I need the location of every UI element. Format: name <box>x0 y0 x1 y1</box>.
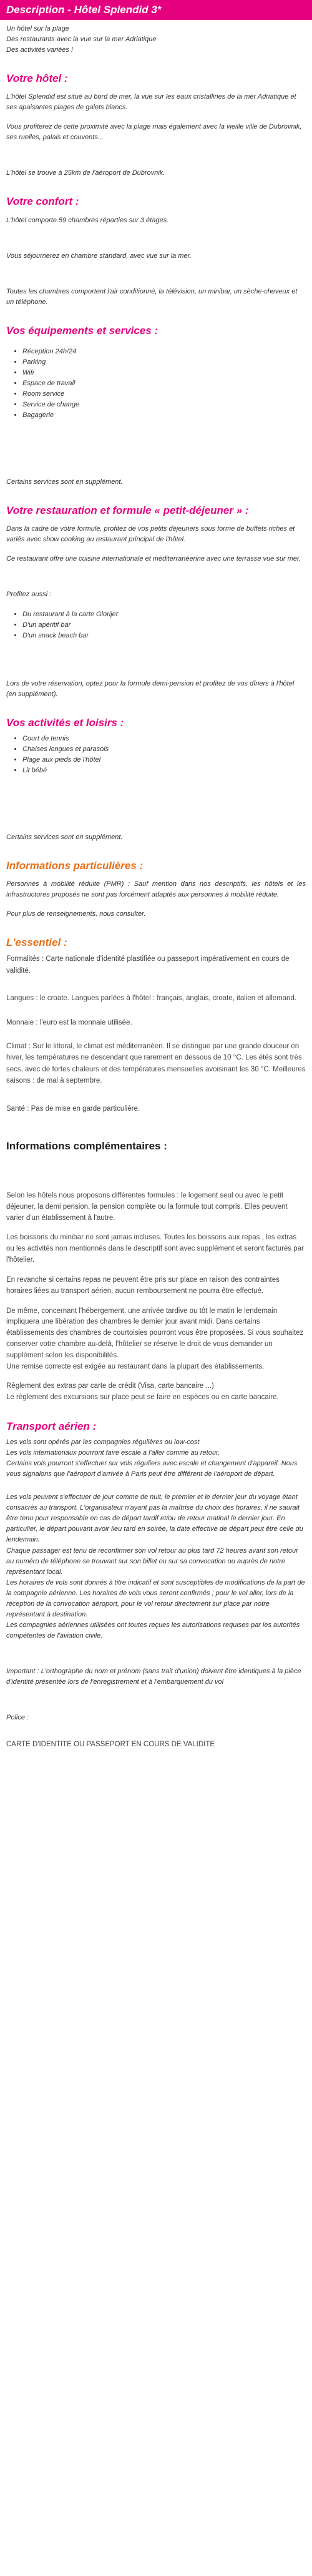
section-title-activities: Vos activités et loisirs : <box>6 716 124 729</box>
essential-paragraph: Climat : Sur le littoral, le climat est méditerranéen. Il se distingue par une grande douceur en hiver, les températures ne descendant que rarement en dessous de 10 °C. Les étés sont très secs, avec de fortes chaleurs et des températures mensuelles avoisinant les 30 °C. Meilleures saisons : de mai à septembre. <box>6 1042 306 1085</box>
list-item: • Plage aux pieds de l'hôtel <box>22 755 306 765</box>
restaurant-paragraph: Ce restaurant offre une cuisine internationale et méditerranéenne avec une terrasse vue sur mer. <box>6 555 301 563</box>
complementary-paragraph: En revanche si certains repas ne peuvent être pris sur place en raison des contraintes horaires liées au transport aérien, aucun remboursement ne pourra être effectué. <box>6 1276 280 1295</box>
transport-paragraph: Les horaires de vols sont donnés à titre indicatif et sont susceptibles de modifications de la part de la compagnie aérienne. Les horaires de vols vous seront confirmés ; pour le vol aller, lors de la réception de la convocation aéroport, pour le vol retour directement sur place par notre représentant à destination. <box>6 1578 305 1618</box>
section-title-equipment: Vos équipements et services : <box>6 324 158 337</box>
section-title-restaurant: Votre restauration et formule « petit-déjeuner » : <box>6 504 249 517</box>
essential-paragraph: Monnaie : l'euro est la monnaie utilisée. <box>6 1018 132 1026</box>
section-title-transport: Transport aérien : <box>6 1420 97 1432</box>
list-item: • Lit bébé <box>22 765 306 776</box>
particular-paragraph: Pour plus de renseignements, nous consulter. <box>6 910 146 918</box>
list-item: • Room service <box>22 389 306 400</box>
transport-paragraph: Certains vols pourront s'effectuer sur vols réguliers avec escale et changement d'appareil. Nous vous signalons que l'aéroport d'arrivée à Paris peut être différent de l'aéroport de départ. <box>6 1460 298 1478</box>
equipment-note: Certains services sont en supplément. <box>6 478 123 486</box>
list-item: • Service de change <box>22 400 306 410</box>
particular-paragraph: Personnes à mobilité réduite (PMR) : Sauf mention dans nos descriptifs, les hôtels et les infrastructures proposés ne sont pas forcément adaptés aux personnes à mobilité réduite. <box>6 880 306 899</box>
transport-paragraph: CARTE D'IDENTITE OU PASSEPORT EN COURS DE VALIDITE <box>6 1741 215 1749</box>
complementary-paragraph: Selon les hôtels nous proposons différentes formules : le logement seul ou avec le petit déjeuner, la demi pension, la pension complète ou la formule tout compris. Elles peuvent varier d'un établissement à l'autre. <box>6 1192 288 1222</box>
activities-note: Certains services sont en supplément. <box>6 833 123 842</box>
comfort-paragraph: Vous séjournerez en chambre standard, avec vue sur la mer. <box>6 252 192 260</box>
list-item: • Espace de travail <box>22 378 306 389</box>
list-item: • Du restaurant à la carte Glorijet <box>22 609 306 620</box>
section-title-essential: L'essentiel : <box>6 937 67 949</box>
transport-paragraph: Les vols peuvent s'effectuer de jour comme de nuit, le premier et le dernier jour du voyage étant consacrés au transport. L'organisateur n'ayant pas la maîtrise du choix des horaires, il ne saurait être tenu pour responsable en cas de départ tardif et/ou de retour matinal le dernier jour. En particulier, le départ pouvant avoir lieu tard en soirée, la date effective de départ peut être celle du lendemain. <box>6 1493 303 1544</box>
intro-line: Un hôtel sur la plage <box>6 25 69 32</box>
essential-paragraph: Formalités : Carte nationale d'identité plastifiée ou passeport impérativement en cours de validité. <box>6 955 290 975</box>
complementary-paragraph: Une remise correcte est exigée au restaurant dans la plupart des établissements. <box>6 1362 265 1370</box>
hotel-paragraph: Vous profiterez de cette proximité avec la plage mais également avec la vieille ville de Dubrovnik, ses ruelles, palais et couvents... <box>6 123 302 142</box>
transport-paragraph: Police : <box>6 1714 29 1722</box>
hotel-paragraph: L'hôtel se trouve à 25km de l'aéroport de Dubrovnik. <box>6 169 165 177</box>
complementary-paragraph: Le règlement des excursions sur place peut se faire en espèces ou en carte bancaire. <box>6 1394 279 1402</box>
comfort-paragraph: Toutes les chambres comportent l'air conditionné, la télévision, un minibar, un sèche-cheveux et un téléphone. <box>6 287 298 306</box>
comfort-paragraph: L'hôtel comporte 59 chambres réparties sur 3 étages. <box>6 216 169 224</box>
activities-list <box>6 734 306 776</box>
main-content <box>0 20 312 1751</box>
list-item: • D'un snack beach bar <box>22 631 306 641</box>
equipment-list <box>6 347 306 421</box>
restaurant-paragraph: Lors de votre réservation, optez pour la formule demi-pension et profitez de vos dîners à l'hôtel (en supplément). <box>6 679 295 698</box>
hotel-paragraph: L'hôtel Splendid est situé au bord de mer, la vue sur les eaux cristallines de la mer Adriatique et ses apaisantes plages de galets blancs. <box>6 93 296 112</box>
section-title-hotel: Votre hôtel : <box>6 72 68 85</box>
page-title: Description - Hôtel Splendid 3* <box>6 3 162 16</box>
restaurant-paragraph: Dans la cadre de votre formule, profitez de vos petits déjeuners sous forme de buffets riches et variés avec show cooking au restaurant principal de l'hôtel. <box>6 525 295 544</box>
section-title-complementary: Informations complémentaires : <box>6 1139 167 1152</box>
transport-paragraph: Important : L'orthographe du nom et prénom (sans trait d'union) doivent être identiques à la pièce d'identité présentée lors de l'enregistrement et à l'embarquement du vol <box>6 1667 301 1686</box>
complementary-paragraph: De même, concernant l'hébergement, une arrivée tardive ou tôt le matin le lendemain impliquera une libération des chambres le dernier jour avant midi. Dans certains établissements des chambres de courtoisies pourront vous être proposées. Si vous souhaitez conserver votre chambre au-delà, l'hôtelier se réserve le droit de vous demander un supplément selon les disponibilités. <box>6 1307 304 1359</box>
list-item: • D'un apéritif bar <box>22 620 306 631</box>
list-item: • Court de tennis <box>22 734 306 744</box>
complementary-paragraph: Les boissons du minibar ne sont jamais incluses. Toutes les boissons aux repas , les extras ou les activités non mentionnés dans le descriptif sont avec supplément et seront facturés par l'hôtelier. <box>6 1234 304 1264</box>
section-title-comfort: Votre confort : <box>6 195 79 208</box>
essential-paragraph: Langues : le croate. Langues parlées à l'hôtel : français, anglais, croate, italien et allemand. <box>6 995 297 1003</box>
essential-paragraph: Santé : Pas de mise en garde particulière. <box>6 1104 140 1113</box>
section-title-particular: Informations particulières : <box>6 860 144 872</box>
restaurant-list <box>6 609 306 641</box>
transport-paragraph: Les compagnies aériennes utilisées ont toutes reçues les autorisations requises par les autorités compétentes de l'aviation civile. <box>6 1621 300 1639</box>
complementary-paragraph: Règlement des extras par carte de crédit (Visa, carte bancaire ...) <box>6 1382 214 1390</box>
intro-line: Des restaurants avec la vue sur la mer Adriatique <box>6 36 157 44</box>
page-header <box>0 0 312 20</box>
intro-line: Des activités variées ! <box>6 46 73 54</box>
transport-paragraph: Chaque passager est tenu de reconfirmer son vol retour au plus tard 72 heures avant son retour au numéro de téléphone se trouvant sur son billet ou sur sa convocation ou auprès de notre représentant local. <box>6 1546 298 1576</box>
transport-paragraph: Les vols internationaux pourront faire escale à l'aller comme au retour. <box>6 1449 220 1457</box>
list-item: • Parking <box>22 357 306 368</box>
list-item: • Wifi <box>22 368 306 378</box>
restaurant-paragraph: Profitez aussi : <box>6 591 52 599</box>
transport-paragraph: Les vols sont opérés par les compagnies régulières ou low-cost. <box>6 1438 202 1447</box>
list-item: • Bagagerie <box>22 410 306 421</box>
list-item: • Chaises longues et parasols <box>22 744 306 755</box>
list-item: • Réception 24h/24 <box>22 347 306 357</box>
